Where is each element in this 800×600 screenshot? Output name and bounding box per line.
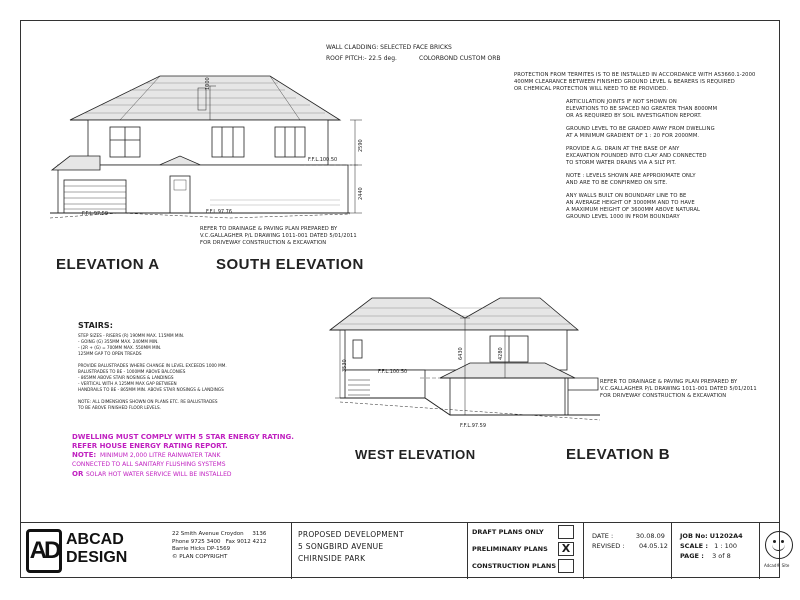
- energy-note3: SOLAR HOT WATER SERVICE WILL BE INSTALLED: [86, 471, 232, 478]
- south-dim-top: 1000: [205, 77, 211, 90]
- energy-note1: MINIMUM 2,000 LITRE RAINWATER TANK: [100, 452, 221, 459]
- date-details: DATE : 30.08.09 REVISED : 04.05.12: [592, 532, 668, 550]
- energy-rating-line2: REFER HOUSE ENERGY RATING REPORT.: [72, 442, 228, 450]
- west-elevation-title: WEST ELEVATION: [355, 447, 476, 462]
- preliminary-plans-label: PRELIMINARY PLANS: [472, 545, 548, 553]
- wall-cladding-note: WALL CLADDING: SELECTED FACE BRICKS: [326, 44, 452, 51]
- south-ffl-upper: F.F.L.100.50: [308, 157, 338, 163]
- south-dim-upper: 2590: [358, 139, 364, 152]
- brand-name: ABCAD DESIGN: [66, 531, 128, 566]
- project-details: PROPOSED DEVELOPMENT 5 SONGBIRD AVENUE CHIRNSIDE PARK: [298, 530, 404, 563]
- preliminary-plans-box: X: [558, 542, 574, 556]
- south-drainage-note: REFER TO DRAINAGE & PAVING PLAN PREPARED BY V.C.GALLAGHER P/L DRAWING 1011-001 DATED 5/01/2011 FOR DRIVEWAY CONSTRUCTION & EXCAVATION: [200, 226, 357, 246]
- right-notes: PROTECTION FROM TERMITES IS TO BE INSTALLED IN ACCORDANCE WITH AS3660.1-2000 400MM CLEARANCE BETWEEN FINISHED GROUND LEVEL & BEARERS IS REQUIRED OR CHEMICAL PROTECTION WILL NEED TO BE PROVIDED. ARTICULATION JOINTS IF NOT SHOWN ON ELEVATIONS TO BE SPACED NO GREATER THAN 8000MM OR AS REQUIRED BY SOIL INVESTIGATION REPORT. GROUND LEVEL TO BE GRADED AWAY FROM DWELLING AT A MINIMUM GRADIENT OF 1 : 20 FOR 2000MM. PROVIDE A.G. DRAIN AT THE BASE OF ANY EXCAVATION FOUNDED INTO CLAY AND CONNECTED TO STORM WATER DRAINS VIA A SILT PIT. NOTE : LEVELS SHOWN ARE APPROXIMATE ONLY AND ARE TO BE CONFIRMED ON SITE. ANY WALLS BUILT ON BOUNDARY LINE TO BE AN AVERAGE HEIGHT OF 3000MM AND TO HAVE A MAXIMUM HEIGHT OF 3600MM ABOVE NATURAL GROUND LEVEL 1000 IN FROM BOUNDARY: [514, 72, 756, 220]
- abcad-logo: AD: [26, 529, 62, 573]
- south-ffl-left: F.F.L.97.59: [82, 211, 109, 217]
- construction-plans-label: CONSTRUCTION PLANS: [472, 562, 557, 570]
- west-dim-right: 4280: [498, 347, 504, 360]
- south-dim-lower: 2440: [358, 187, 364, 200]
- title-block: [20, 522, 790, 578]
- stairs-heading: STAIRS:: [78, 321, 113, 330]
- west-ffl-upper: F.F.L.100.50: [378, 369, 408, 375]
- south-ffl-mid: F.F.L.97.76: [206, 209, 233, 215]
- elevation-a-title: ELEVATION A: [56, 256, 160, 273]
- energy-rating-line1: DWELLING MUST COMPLY WITH 5 STAR ENERGY RATING.: [72, 433, 294, 441]
- south-elevation-title: SOUTH ELEVATION: [216, 256, 364, 273]
- smiley-icon: [765, 531, 793, 559]
- energy-note2: CONNECTED TO ALL SANITARY FLUSHING SYSTEMS: [72, 461, 226, 468]
- elevation-b-title: ELEVATION B: [566, 446, 671, 463]
- west-dim-mid: 6430: [458, 347, 464, 360]
- energy-or-label: OR: [72, 470, 84, 478]
- roof-pitch-note: ROOF PITCH:- 22.5 deg.: [326, 55, 397, 62]
- energy-note-label: NOTE:: [72, 451, 97, 459]
- west-main-roof: [330, 298, 578, 330]
- contact-details: 22 Smith Avenue Croydon 3136 Phone 9725 3400 Fax 9012 4212 Barrie Hicks DP-1569 © PLAN COPYRIGHT: [172, 531, 267, 560]
- west-ffl-lower: F.F.L.97.59: [460, 423, 487, 429]
- smiley-caption: Adcad® Site: [764, 563, 790, 568]
- west-drainage-note: REFER TO DRAINAGE & PAVING PLAN PREPARED BY V.C.GALLAGHER P/L DRAWING 1011-001 DATED 5/01/2011 FOR DRIVEWAY CONSTRUCTION & EXCAVATION: [600, 379, 757, 399]
- draft-plans-label: DRAFT PLANS ONLY: [472, 528, 544, 536]
- west-dim-left: 3530: [342, 359, 348, 372]
- job-details: JOB No: U1202A4 SCALE : 1 : 100 PAGE : 3 of 8: [680, 532, 743, 560]
- roof-material-note: COLORBOND CUSTOM ORB: [419, 55, 501, 62]
- stairs-notes: STEP SIZES - RISERS (R) 190MM MAX. 115MM MIN. - GOING (G) 355MM MAX. 240MM MIN. - (2R + (G) = 700MM MAX. 550MM MIN. 125MM GAP TO OPEN TREADS PROVIDE BALUSTRADES WHERE CHANGE IN LEVEL EXCEEDS 1000 MM. BALUSTRADES TO BE - 1000MM ABOVE BALCONIES - 865MM ABOVE STAIR NOSINGS & LANDINGS - VERTICAL WITH A 125MM MAX GAP BETWEEN HANDRAILS TO BE - 865MM MIN. ABOVE STAIR NOSINGS & LANDINGS NOTE: ALL DIMENSIONS SHOWN ON PLANS ETC. RE BALUSTRADES TO BE ABOVE FINISHED FLOOR LEVELS.: [78, 333, 227, 410]
